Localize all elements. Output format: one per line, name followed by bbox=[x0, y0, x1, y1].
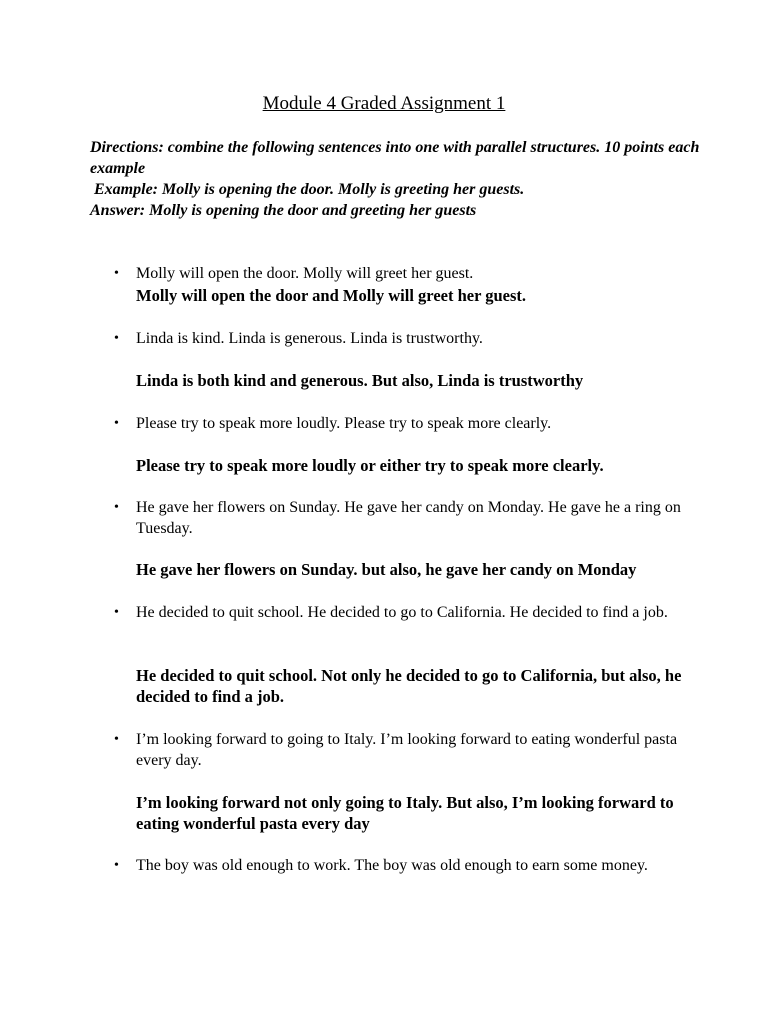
bullet-icon: • bbox=[114, 331, 119, 346]
bullet-icon: • bbox=[114, 858, 119, 873]
item-prompt: I’m looking forward to going to Italy. I’m looking forward to eating wonderful pasta every day. bbox=[136, 731, 678, 769]
example-text: Example: Molly is opening the door. Molly is greeting her guests. bbox=[94, 181, 525, 198]
bullet-icon: • bbox=[114, 500, 119, 515]
bullet-icon: • bbox=[114, 416, 119, 431]
item-prompt: Linda is kind. Linda is generous. Linda is trustworthy. bbox=[136, 330, 483, 347]
bullet-icon: • bbox=[114, 605, 119, 620]
item-answer: I’m looking forward not only going to Italy. But also, I’m looking forward to eating wonderful pasta every day bbox=[136, 793, 674, 833]
item-answer: He gave her flowers on Sunday. but also, he gave her candy on Monday bbox=[136, 560, 637, 579]
item-prompt: He decided to quit school. He decided to go to California. He decided to find a job. bbox=[136, 604, 668, 621]
item-prompt: The boy was old enough to work. The boy was old enough to earn some money. bbox=[136, 857, 648, 874]
example-answer-text: Answer: Molly is opening the door and greeting her guests bbox=[90, 202, 477, 219]
directions-text: Directions: combine the following sentences into one with parallel structures. 10 points each example bbox=[90, 139, 700, 177]
item-prompt: Please try to speak more loudly. Please try to speak more clearly. bbox=[136, 415, 552, 432]
item-answer: Linda is both kind and generous. But also, Linda is trustworthy bbox=[136, 371, 584, 390]
item-prompt: Molly will open the door. Molly will greet her guest. bbox=[136, 265, 474, 282]
item-answer: Molly will open the door and Molly will greet her guest. bbox=[136, 286, 527, 305]
item-answer: He decided to quit school. Not only he decided to go to California, but also, he decided to find a job. bbox=[136, 666, 682, 706]
directions-block bbox=[90, 137, 700, 221]
bullet-icon: • bbox=[114, 732, 119, 747]
item-answer: Please try to speak more loudly or either try to speak more clearly. bbox=[136, 456, 604, 475]
bullet-icon: • bbox=[114, 266, 119, 281]
item-prompt: He gave her flowers on Sunday. He gave her candy on Monday. He gave he a ring on Tuesday. bbox=[136, 499, 681, 537]
page-title: Module 4 Graded Assignment 1 bbox=[262, 93, 506, 114]
